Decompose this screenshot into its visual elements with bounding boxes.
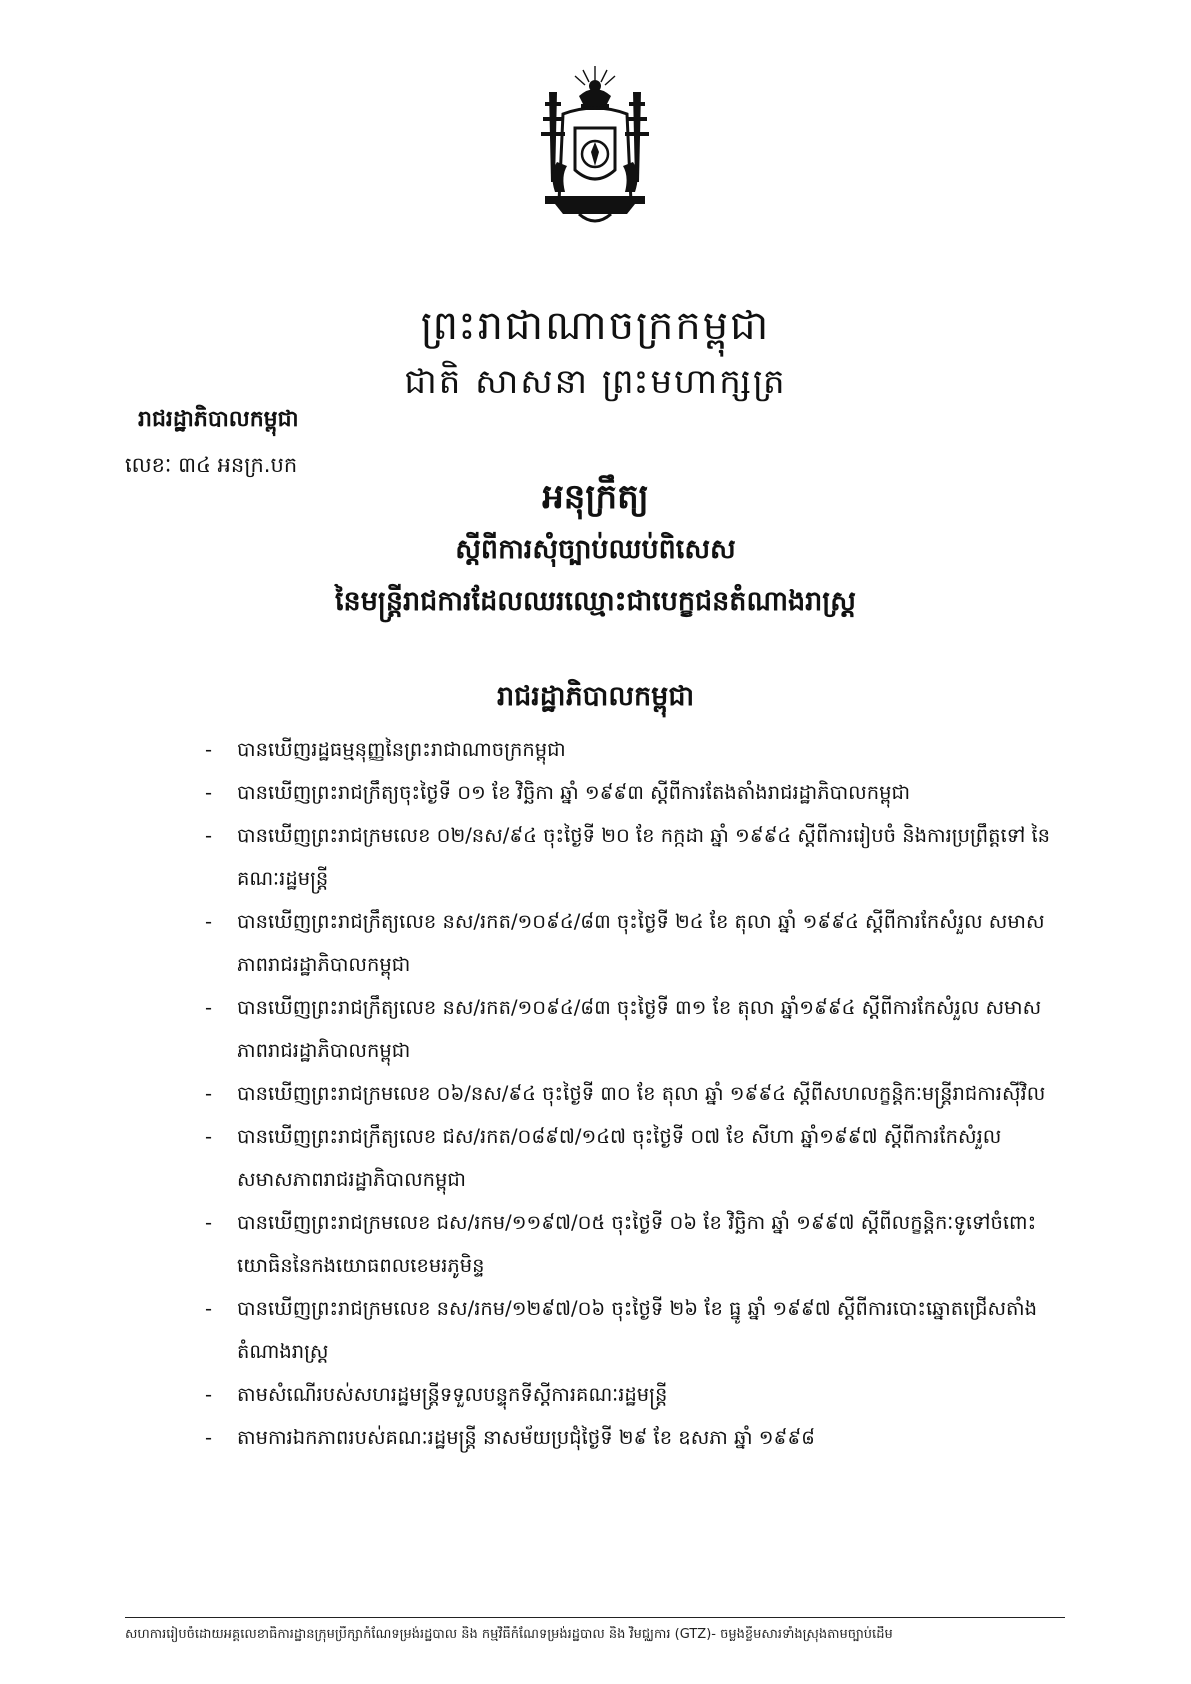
footer-divider — [125, 1617, 1065, 1618]
government-heading: រាជរដ្ឋាភិបាលកម្ពុជា — [496, 681, 695, 712]
list-item — [205, 986, 1055, 1072]
kingdom-motto: ជាតិ សាសនា ព្រះមហាក្សត្រ — [404, 362, 787, 402]
kingdom-title: ព្រះរាជាណាចក្រកម្ពុជា — [420, 303, 771, 349]
reference-text: បានឃើញព្រះរាជក្រឹត្យលេខ ជស/រកត/០៨៩៧/១៤៧ ចុះថ្ងៃទី ០៧ ខែ សីហា ឆ្នាំ១៩៩៧ ស្តីពីការកែសំរួល សមាសភាពរាជរដ្ឋាភិបាលកម្ពុជា — [237, 1125, 1002, 1191]
bullet-dash: - — [205, 1211, 213, 1234]
reference-text: តាមការឯកភាពរបស់គណៈរដ្ឋមន្ត្រី នាសម័យប្រជុំថ្ងៃទី ២៩ ខែ ឧសភា ឆ្នាំ ១៩៩៨ — [237, 1426, 815, 1449]
reference-text: បានឃើញព្រះរាជក្រមលេខ ០៦/នស/៩៤ ចុះថ្ងៃទី ៣០ ខែ តុលា ឆ្នាំ ១៩៩៤ ស្តីពីសហលក្ខន្តិកៈមន្ត្រីរាជការស៊ីវិល — [237, 1082, 1046, 1105]
list-item — [205, 771, 1055, 814]
list-item — [205, 1115, 1055, 1201]
bullet-dash: - — [205, 1082, 213, 1105]
footer-note: សហការរៀបចំដោយអគ្គលេខាធិការដ្ឋានក្រុមប្រឹក្សាកំណែទម្រង់រដ្ឋបាល និង កម្មវិធីកំណែទម្រង់រដ្ឋបាល និង វិមជ្ឈការ (GTZ)- ចម្លងខ្លឹមសារទាំងស្រុងតាមច្បាប់ដើម — [125, 1627, 893, 1642]
subject-line-2: នៃមន្រ្តីរាជការដែលឈរឈ្មោះជាបេក្ខជនតំណាងរាស្ត្រ — [334, 586, 856, 617]
legal-references-list — [205, 728, 1055, 1459]
bullet-dash: - — [205, 1125, 213, 1148]
document-type: អនុក្រឹត្យ — [542, 477, 649, 517]
bullet-dash: - — [205, 1383, 213, 1406]
subject-line-1: ស្តីពីការសុំច្បាប់ឈប់ពិសេស — [455, 534, 736, 565]
list-item — [205, 814, 1055, 900]
bullet-dash: - — [205, 781, 213, 804]
list-item — [205, 1072, 1055, 1115]
reference-text: បានឃើញព្រះរាជក្រឹត្យលេខ នស/រកត/១០៩៤/៨៣ ចុះថ្ងៃទី ៣១ ខែ តុលា ឆ្នាំ១៩៩៤ ស្តីពីការកែសំរួល សមាសភាពរាជរដ្ឋាភិបាលកម្ពុជា — [237, 996, 1042, 1062]
reference-text: បានឃើញរដ្ឋធម្មនុញ្ញនៃព្រះរាជាណាចក្រកម្ពុជា — [237, 738, 566, 761]
bullet-dash: - — [205, 738, 213, 761]
bullet-dash: - — [205, 824, 213, 847]
reference-text: បានឃើញព្រះរាជក្រមលេខ ០២/នស/៩៤ ចុះថ្ងៃទី ២០ ខែ កក្កដា ឆ្នាំ ១៩៩៤ ស្តីពីការរៀបចំ និងការប្រព្រឹត្តទៅ នៃ គណៈរដ្ឋមន្ត្រី — [237, 824, 1051, 890]
list-item — [205, 1201, 1055, 1287]
reference-text: តាមសំណើរបស់សហរដ្ឋមន្ត្រីទទួលបន្ទុកទីស្តីការគណៈរដ្ឋមន្ត្រី — [237, 1383, 668, 1406]
bullet-dash: - — [205, 1297, 213, 1320]
list-item — [205, 728, 1055, 771]
list-item — [205, 1373, 1055, 1416]
reference-text: បានឃើញព្រះរាជក្រឹត្យចុះថ្ងៃទី ០១ ខែ វិច្ឆិកា ឆ្នាំ ១៩៩៣ ស្តីពីការតែងតាំងរាជរដ្ឋាភិបាលកម្ពុជា — [237, 781, 911, 804]
issuer-name: រាជរដ្ឋាភិបាលកម្ពុជា — [138, 407, 299, 432]
reference-number: លេខៈ ៣៤ អនក្រ.បក — [125, 453, 298, 477]
bullet-dash: - — [205, 996, 213, 1019]
bullet-dash: - — [205, 910, 213, 933]
reference-text: បានឃើញព្រះរាជក្រមលេខ ជស/រកម/១១៩៧/០៥ ចុះថ្ងៃទី ០៦ ខែ វិច្ឆិកា ឆ្នាំ ១៩៩៧ ស្តីពីលក្ខន្តិកៈទូទៅចំពោះ យោធិននៃកងយោធពលខេមរភូមិន្ទ — [237, 1211, 1037, 1277]
reference-text: បានឃើញព្រះរាជក្រឹត្យលេខ នស/រកត/១០៩៤/៨៣ ចុះថ្ងៃទី ២៤ ខែ តុលា ឆ្នាំ ១៩៩៤ ស្តីពីការកែសំរួល សមាសភាពរាជរដ្ឋាភិបាលកម្ពុជា — [237, 910, 1045, 976]
list-item — [205, 900, 1055, 986]
royal-arms-emblem-icon — [535, 62, 655, 232]
list-item — [205, 1416, 1055, 1459]
bullet-dash: - — [205, 1426, 213, 1449]
list-item — [205, 1287, 1055, 1373]
reference-text: បានឃើញព្រះរាជក្រមលេខ នស/រកម/១២៩៧/០៦ ចុះថ្ងៃទី ២៦ ខែ ធ្នូ ឆ្នាំ ១៩៩៧ ស្តីពីការបោះឆ្នោតជ្រើសតាំង តំណាងរាស្ត្រ — [237, 1297, 1037, 1363]
